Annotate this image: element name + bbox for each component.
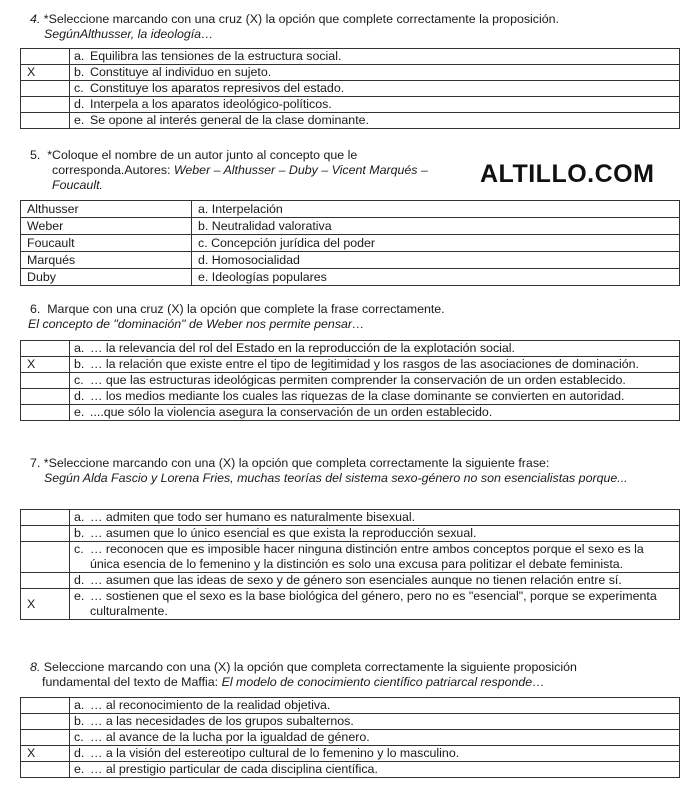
concept-cell: a. Interpelación [192, 201, 680, 218]
option-row [21, 373, 680, 389]
answer-mark-cell[interactable] [21, 341, 70, 357]
option-text: … los medios mediante los cuales las riquezas de la clase dominante se convierten en autoridad. [90, 389, 625, 403]
option-letter: c. [74, 81, 84, 95]
question-6-options-table [20, 340, 680, 421]
option-text: … asumen que lo único esencial es que exista la reproducción sexual. [90, 526, 477, 540]
option-letter: e. [74, 405, 85, 419]
option-letter: e. [74, 762, 85, 776]
concept-cell: b. Neutralidad valorativa [192, 218, 680, 235]
option-text: … sostienen que el sexo es la base biológica del género, pero no es "esencial", porque se experimenta culturalmente. [90, 589, 657, 618]
option-row [21, 573, 680, 589]
matching-row [21, 269, 680, 286]
author-cell[interactable]: Foucault [21, 235, 192, 252]
question-5: 5. *Coloque el nombre de un autor junto al concepto que le corresponda.Autores: Weber – Althusser – Duby – Vicent Marqués – Foucault. [30, 148, 428, 192]
answer-mark-cell[interactable] [21, 405, 70, 421]
answer-mark-cell[interactable]: X [21, 746, 70, 762]
option-row [21, 405, 680, 421]
author-cell[interactable]: Weber [21, 218, 192, 235]
answer-mark-cell[interactable]: X [21, 65, 70, 81]
question-number: 5. [30, 148, 41, 162]
option-letter: c. [74, 373, 84, 387]
answer-mark-cell[interactable] [21, 698, 70, 714]
option-text: … al avance de la lucha por la igualdad de género. [90, 730, 370, 744]
option-row [21, 341, 680, 357]
question-7-options-table [20, 509, 680, 620]
option-row [21, 714, 680, 730]
question-4-options-table [20, 48, 680, 129]
answer-mark-cell[interactable] [21, 97, 70, 113]
question-number: 8. [30, 660, 41, 674]
option-row [21, 762, 680, 778]
option-text: … asumen que las ideas de sexo y de género son esenciales aunque no tienen relación entre sí. [90, 573, 622, 587]
option-row [21, 698, 680, 714]
option-letter: c. [74, 542, 84, 556]
answer-mark-cell[interactable] [21, 510, 70, 526]
option-row [21, 49, 680, 65]
answer-mark-cell[interactable] [21, 49, 70, 65]
option-letter: d. [74, 389, 85, 403]
option-row [21, 746, 680, 762]
question-4 [30, 12, 660, 42]
answer-mark-cell[interactable]: X [21, 357, 70, 373]
question-8: 8. Seleccione marcando con una (X) la opción que completa correctamente la siguiente proposición fundamental del texto de Maffia: El modelo de conocimiento científico patriarcal responde… [30, 660, 577, 689]
option-letter: e. [74, 589, 85, 603]
option-text: … a la visión del estereotipo cultural de lo femenino y lo masculino. [90, 746, 460, 760]
question-number: 6. [30, 302, 41, 316]
author-cell[interactable]: Althusser [21, 201, 192, 218]
matching-row [21, 201, 680, 218]
matching-row [21, 218, 680, 235]
option-text: Constituye al individuo en sujeto. [90, 65, 272, 79]
question-4-prompt: 4. *Seleccione marcando con una cruz (X) la opción que complete correctamente la proposición. [30, 12, 559, 26]
option-row [21, 730, 680, 746]
option-text: … a las necesidades de los grupos subalternos. [90, 714, 354, 728]
option-row [21, 65, 680, 81]
answer-mark-cell[interactable] [21, 113, 70, 129]
question-6-prompt: Marque con una cruz (X) la opción que complete la frase correctamente. [47, 302, 445, 316]
concept-cell: d. Homosocialidad [192, 252, 680, 269]
answer-mark-cell[interactable] [21, 714, 70, 730]
question-5-matching-table [20, 200, 680, 286]
answer-mark-cell[interactable] [21, 730, 70, 746]
option-letter: a. [74, 341, 85, 355]
option-letter: b. [74, 526, 85, 540]
author-cell[interactable]: Duby [21, 269, 192, 286]
option-text: Constituye los aparatos represivos del estado. [90, 81, 345, 95]
answer-mark-cell[interactable] [21, 542, 70, 573]
option-letter: b. [74, 65, 85, 79]
option-letter: d. [74, 746, 85, 760]
answer-mark-cell[interactable] [21, 573, 70, 589]
question-number: 7. [30, 456, 41, 470]
answer-mark-cell[interactable]: X [21, 589, 70, 620]
question-8-options-table [20, 697, 680, 778]
option-text: … reconocen que es imposible hacer ninguna distinción entre ambos conceptos porque el sexo es la única esencia de lo femenino y la distinción es solo una excusa para politizar el debate feminista. [90, 542, 644, 571]
option-row [21, 81, 680, 97]
matching-row [21, 235, 680, 252]
answer-mark-cell[interactable] [21, 389, 70, 405]
option-text: Interpela a los aparatos ideológico-políticos. [90, 97, 332, 111]
answer-mark-cell[interactable] [21, 526, 70, 542]
option-row [21, 97, 680, 113]
option-row [21, 389, 680, 405]
answer-mark-cell[interactable] [21, 373, 70, 389]
matching-row [21, 252, 680, 269]
option-row [21, 589, 680, 620]
option-text: ....que sólo la violencia asegura la conservación de un orden establecido. [90, 405, 493, 419]
option-text: … que las estructuras ideológicas permiten comprender la conservación de un orden establecido. [90, 373, 626, 387]
question-7 [30, 456, 660, 486]
option-letter: c. [74, 730, 84, 744]
question-7-subprompt: Según Alda Fascio y Lorena Fries, muchas teorías del sistema sexo-género no son esencialistas porque... [44, 471, 628, 485]
option-letter: b. [74, 714, 85, 728]
authors-list: Weber – Althusser – Duby – Vicent Marqués – [173, 163, 428, 177]
option-letter: a. [74, 698, 85, 712]
answer-mark-cell[interactable] [21, 762, 70, 778]
question-8-subprompt: El modelo de conocimiento científico patriarcal responde… [221, 675, 545, 689]
question-7-prompt: *Seleccione marcando con una (X) la opción que completa correctamente la siguiente frase: [43, 456, 550, 470]
question-6-subprompt: El concepto de "dominación" de Weber nos permite pensar… [28, 317, 365, 331]
question-number: 4. [30, 12, 41, 26]
option-text: Se opone al interés general de la clase dominante. [90, 113, 369, 127]
option-text: Equilibra las tensiones de la estructura social. [90, 49, 342, 63]
option-letter: a. [74, 510, 85, 524]
altillo-watermark-logo: ALTILLO.COM [480, 160, 655, 188]
answer-mark-cell[interactable] [21, 81, 70, 97]
option-text: … la relevancia del rol del Estado en la reproducción de la explotación social. [90, 341, 515, 355]
question-8-prompt: Seleccione marcando con una (X) la opción que completa correctamente la siguiente proposición [43, 660, 577, 674]
option-text: … admiten que todo ser humano es naturalmente bisexual. [90, 510, 416, 524]
option-row [21, 542, 680, 573]
question-5-prompt: *Coloque el nombre de un autor junto al concepto que le [47, 148, 358, 162]
option-letter: b. [74, 357, 85, 371]
option-letter: d. [74, 97, 85, 111]
option-text: … la relación que existe entre el tipo de legitimidad y los rasgos de las asociaciones de dominación. [90, 357, 639, 371]
option-row [21, 357, 680, 373]
concept-cell: c. Concepción jurídica del poder [192, 235, 680, 252]
question-6 [30, 302, 660, 332]
question-4-subprompt: SegúnAlthusser, la ideología… [44, 27, 214, 41]
option-text: … al prestigio particular de cada disciplina científica. [90, 762, 378, 776]
option-letter: e. [74, 113, 85, 127]
concept-cell: e. Ideologías populares [192, 269, 680, 286]
option-letter: a. [74, 49, 85, 63]
option-row [21, 113, 680, 129]
option-letter: d. [74, 573, 85, 587]
option-row [21, 526, 680, 542]
author-cell[interactable]: Marqués [21, 252, 192, 269]
option-text: … al reconocimiento de la realidad objetiva. [90, 698, 331, 712]
option-row [21, 510, 680, 526]
